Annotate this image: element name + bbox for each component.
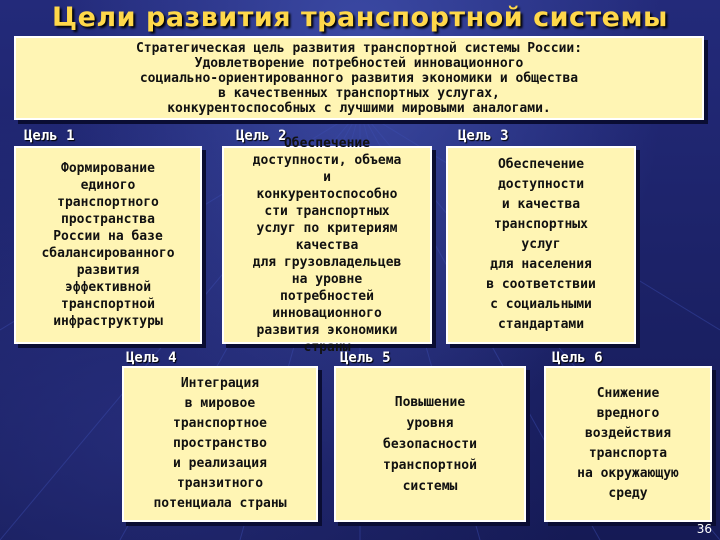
page-number: 36 — [696, 522, 712, 536]
goal-6-box — [544, 366, 712, 522]
goal-1-line: единого — [80, 178, 136, 193]
strategic-goal-line: Удовлетворение потребностей инновационного — [194, 55, 524, 71]
goal-2-line: конкурентоспособно — [256, 186, 398, 202]
goal-4-line: потенциала страны — [153, 496, 287, 511]
goal-1-line: инфраструктуры — [53, 314, 163, 329]
goal-1-label: Цель 1 — [24, 128, 75, 144]
goal-4-line: Интеграция — [180, 376, 260, 391]
strategic-goal-line: социально-ориентированного развития экономики и общества — [139, 70, 579, 86]
goal-3-line: с социальными — [490, 297, 592, 312]
goal-2-line: инновационного — [272, 305, 382, 321]
goal-4-box — [122, 366, 318, 522]
goal-5-line: Повышение — [394, 394, 466, 410]
strategic-goal-box — [14, 36, 704, 120]
goal-4-line: транзитного — [176, 476, 264, 491]
goal-2-line: и — [323, 169, 331, 185]
goal-1-line: России на базе — [53, 229, 163, 244]
goal-2-line: потребностей — [280, 288, 374, 304]
goal-1-line: пространства — [61, 212, 155, 227]
goal-3-label: Цель 3 — [458, 128, 509, 144]
goal-2-line: на уровне — [291, 271, 363, 287]
goal-2-line: для грузовладельцев — [252, 254, 402, 270]
goal-3-line: и качества — [501, 197, 581, 212]
goal-3-line: для населения — [490, 257, 592, 272]
goal-2-line: сти транспортных — [264, 203, 390, 219]
slide-title: Цели развития транспортной системы — [52, 2, 668, 33]
goal-3-line: услуг — [521, 237, 561, 252]
goal-2-line: услуг по критериям — [256, 220, 398, 236]
goal-2-line: Обеспечение — [283, 135, 371, 151]
goal-6-line: на окружающую — [577, 466, 679, 481]
goal-4-label: Цель 4 — [126, 350, 177, 366]
goal-6-line: воздействия — [584, 426, 672, 441]
strategic-goal-line: конкурентоспособных с лучшими мировыми аналогами. — [167, 100, 551, 116]
goal-4-line: транспортное — [173, 416, 267, 431]
goal-5-line: системы — [402, 478, 458, 494]
goal-2-line: доступности, объема — [252, 152, 402, 168]
goal-3-line: в соответствии — [486, 277, 596, 292]
goal-2-line: страны — [303, 339, 351, 355]
goal-6-label: Цель 6 — [552, 350, 603, 366]
goal-1-line: Формирование — [61, 161, 155, 176]
goal-3-line: доступности — [497, 177, 585, 192]
goal-4-line: и реализация — [173, 456, 267, 471]
strategic-goal-line: Стратегическая цель развития транспортной системы России: — [135, 40, 583, 56]
goal-5-box — [334, 366, 526, 522]
goal-3-line: транспортных — [494, 217, 588, 232]
goal-4-line: в мировое — [184, 396, 256, 411]
goal-3-box — [446, 146, 636, 344]
goal-5-line: транспортной — [383, 457, 477, 473]
goal-2-label: Цель 2 — [236, 128, 287, 144]
goal-2-line: качества — [295, 237, 359, 253]
goal-1-line: развития — [76, 263, 140, 278]
goal-5-line: уровня — [406, 415, 454, 431]
goal-6-line: среду — [608, 486, 648, 501]
goal-3-line: Обеспечение — [497, 157, 585, 172]
goal-1-line: транспортного — [57, 195, 159, 210]
goal-1-line: сбалансированного — [41, 246, 175, 261]
goal-5-label: Цель 5 — [340, 350, 391, 366]
strategic-goal-line: в качественных транспортных услугах, — [218, 85, 500, 101]
goal-6-line: вредного — [596, 406, 660, 421]
goal-2-line: развития экономики — [256, 322, 398, 338]
goal-5-line: безопасности — [383, 436, 477, 452]
goal-6-line: транспорта — [588, 446, 668, 461]
goal-3-line: стандартами — [497, 317, 585, 332]
goal-1-line: транспортной — [61, 297, 155, 312]
goal-6-line: Снижение — [596, 386, 660, 401]
goal-4-line: пространство — [173, 436, 267, 451]
goal-1-box — [14, 146, 202, 344]
goal-1-line: эффективной — [64, 280, 152, 295]
